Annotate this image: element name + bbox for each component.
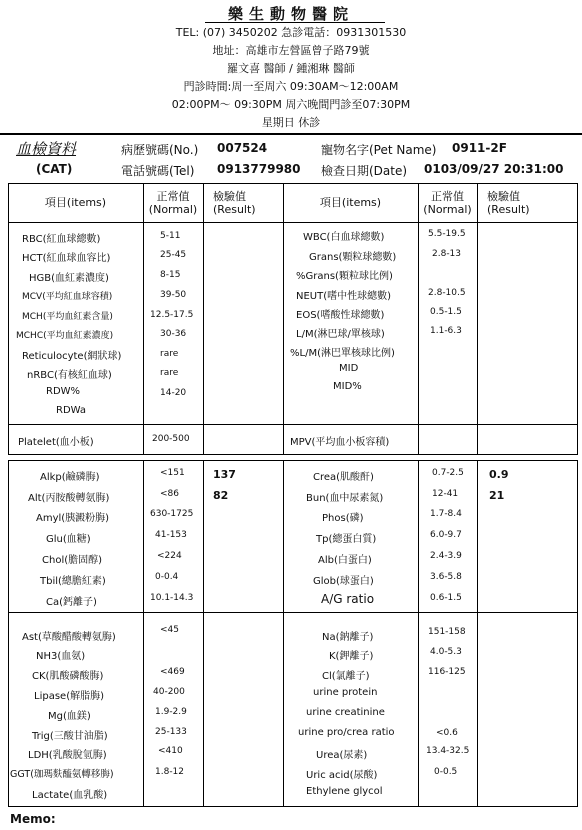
table-row-item: Glu(血糖) — [46, 534, 91, 545]
table-row-item: EOS(嗜酸性球總數) — [296, 310, 385, 321]
date: 0103/09/27 20:31:00 — [424, 162, 564, 176]
clinic-address: 地址：高雄市左營區曾子路79號 — [212, 44, 370, 57]
table-row-normal: <45 — [160, 625, 179, 635]
table-row-normal: 8-15 — [160, 270, 181, 280]
table-row-item: Lipase(解脂脢) — [34, 691, 104, 702]
table-row-item: urine creatinine — [306, 707, 385, 718]
table-row-normal: rare — [160, 349, 179, 359]
table-row-normal: 10.1-14.3 — [150, 593, 194, 603]
table-row-normal: 4.0-5.3 — [430, 647, 462, 657]
table-row-item: Ca(鈣離子) — [46, 597, 97, 608]
table-row-normal: 1.9-2.9 — [155, 707, 187, 717]
table-row-normal: 25-133 — [155, 727, 187, 737]
table-row-item: HGB(血紅素濃度) — [29, 273, 109, 284]
clinic-hours-2: 02:00PM～ 09:30PM 周六晚間門診至07:30PM — [171, 98, 411, 111]
platelet-item: Platelet(血小板) — [18, 437, 94, 448]
table-row-normal: <469 — [160, 667, 185, 677]
table-row-normal: 41-153 — [155, 530, 187, 540]
table-row-item: MCH(平均血紅素含量) — [22, 312, 113, 322]
table-row-result: 0.9 — [489, 468, 509, 481]
table-row-normal: 12.5-17.5 — [150, 310, 194, 320]
table-row-normal: 630-1725 — [150, 509, 194, 519]
table-row-normal: 39-50 — [160, 290, 187, 300]
table-row-item: NH3(血氨) — [36, 651, 86, 662]
table-row-item: MCHC(平均血紅素濃度) — [16, 331, 114, 341]
col-item-right: 項目(items) — [319, 196, 382, 209]
table-row-item: nRBC(有核紅血球) — [27, 370, 112, 381]
memo-label: Memo: — [10, 812, 56, 826]
section-title: 血檢資料 — [16, 140, 77, 158]
table-row-item: MID — [339, 363, 359, 374]
table-row-item: Lactate(血乳酸) — [32, 790, 108, 801]
table-row-item: MID% — [333, 381, 362, 392]
table-row-normal: <0.6 — [436, 728, 458, 738]
clinic-name: 樂生動物醫院 — [227, 5, 354, 23]
table-row-item: HCT(紅血球血容比) — [22, 253, 111, 264]
table-row-normal: <410 — [158, 746, 183, 756]
table-row-item: WBC(白血球總數) — [303, 232, 385, 243]
table-row-item: Mg(血鎂) — [48, 711, 91, 722]
table-row-item: MCV(平均紅血球容積) — [22, 292, 113, 302]
table-row-normal: 1.1-6.3 — [430, 326, 462, 336]
table-row-normal: <224 — [157, 551, 182, 561]
table-row-normal: 0.5-1.5 — [430, 307, 462, 317]
table-row-normal: 116-125 — [428, 667, 466, 677]
table-row-item: L/M(淋巴球/單核球) — [296, 329, 385, 340]
record-no: 007524 — [217, 141, 268, 155]
clinic-hours-1: 門診時間:周一至周六 09:30AM～12:00AM — [183, 80, 399, 93]
header-divider — [0, 133, 582, 135]
table-row-item: Bun(血中尿素氮) — [306, 493, 384, 504]
table-row-item: K(鉀離子) — [329, 651, 374, 662]
table-row-normal: 2.4-3.9 — [430, 551, 462, 561]
table-row-normal: 2.8-13 — [432, 249, 462, 259]
table-row-item: Grans(顆粒球總數) — [309, 252, 397, 263]
col-item-left: 項目(items) — [44, 196, 107, 209]
table-row-item: Alt(丙胺酸轉氨脢) — [28, 493, 110, 504]
mpv-item: MPV(平均血小板容積) — [290, 437, 390, 448]
table-row-normal: 40-200 — [153, 687, 185, 697]
col-normal-right-1: 正常值 — [431, 190, 464, 203]
table-row-item: Crea(肌酸酐) — [313, 472, 374, 483]
record-no-label: 病歷號碼(No.) — [121, 143, 199, 157]
table-row-item: Amyl(胰澱粉脢) — [36, 513, 110, 524]
table-row-normal: <86 — [160, 489, 179, 499]
table-row-result: 82 — [213, 489, 229, 502]
table-row-item: urine pro/crea ratio — [298, 727, 395, 738]
table-row-item: Ethylene glycol — [306, 786, 383, 797]
clinic-tel: TEL: (07) 3450202 急診電話：0931301530 — [175, 26, 407, 39]
col-result-left-2: (Result) — [213, 203, 256, 216]
table-row-item: RDW% — [46, 386, 81, 397]
table-row-normal: 3.6-5.8 — [430, 572, 462, 582]
platelet-normal: 200-500 — [152, 434, 190, 444]
table-row-result: 21 — [489, 489, 505, 502]
table-row-normal: 25-45 — [160, 250, 187, 260]
table-row-item: %L/M(淋巴單核球比例) — [290, 348, 395, 359]
table-row-normal: 5.5-19.5 — [428, 229, 466, 239]
table-row-normal: 151-158 — [428, 627, 466, 637]
table-row-item: Tp(總蛋白質) — [316, 534, 377, 545]
species: (CAT) — [36, 162, 73, 176]
clinic-doctors: 羅文喜 醫師 / 鍾湘琳 醫師 — [227, 62, 355, 75]
table-row-normal: rare — [160, 368, 179, 378]
table-row-normal: <151 — [160, 468, 185, 478]
table-row-item: Alb(白蛋白) — [318, 555, 372, 566]
table-row-normal: 1.7-8.4 — [430, 509, 462, 519]
table-row-item: RDWa — [56, 405, 87, 416]
table-row-item: A/G ratio — [321, 592, 375, 606]
col-normal-left-1: 正常值 — [156, 190, 190, 203]
title-underline — [205, 22, 385, 23]
clinic-hours-3: 星期日 休診 — [261, 116, 321, 129]
table-row-item: Alkp(鹼磷脢) — [40, 472, 100, 483]
table-row-item: %Grans(顆粒球比例) — [296, 271, 393, 282]
pet-name-label: 寵物名字(Pet Name) — [321, 143, 437, 157]
col-result-left-1: 檢驗值 — [213, 190, 246, 203]
table-row-normal: 0-0.4 — [155, 572, 179, 582]
table-row-item: Phos(磷) — [322, 513, 364, 524]
table-row-normal: 0.6-1.5 — [430, 593, 462, 603]
table-row-normal: 2.8-10.5 — [428, 288, 466, 298]
table-row-result: 137 — [213, 468, 236, 481]
table-row-normal: 13.4-32.5 — [426, 746, 470, 756]
table-row-item: Cl(氯離子) — [322, 671, 370, 682]
table-row-normal: 30-36 — [160, 329, 187, 339]
table-row-item: Na(鈉離子) — [322, 632, 374, 643]
table-row-item: urine protein — [313, 687, 378, 698]
table-row-normal: 6.0-9.7 — [430, 530, 462, 540]
table-row-item: NEUT(嗜中性球總數) — [296, 291, 392, 302]
table-row-item: CK(肌酸磷酸脢) — [32, 671, 104, 682]
phone-label: 電話號碼(Tel) — [121, 164, 195, 178]
table-row-item: Reticulocyte(網狀球) — [22, 351, 122, 362]
table-row-item: Chol(膽固醇) — [42, 555, 103, 566]
table-row-item: GGT(珈瑪麩醯氨轉移脢) — [10, 769, 114, 780]
table-row-item: Uric acid(尿酸) — [306, 770, 378, 781]
table-row-normal: 0-0.5 — [434, 767, 458, 777]
col-normal-left-2: (Normal) — [148, 203, 198, 216]
table-row-normal: 1.8-12 — [155, 767, 185, 777]
table-row-normal: 0.7-2.5 — [432, 468, 464, 478]
table-row-item: LDH(乳酸脫氫脢) — [28, 750, 107, 761]
table-row-item: Ast(草酸醋酸轉氨脢) — [22, 632, 116, 643]
table-row-normal: 14-20 — [160, 388, 187, 398]
table-row-item: Urea(尿素) — [316, 750, 368, 761]
col-result-right-2: (Result) — [487, 203, 530, 216]
col-result-right-1: 檢驗值 — [487, 190, 520, 203]
table-row-item: Glob(球蛋白) — [313, 576, 374, 587]
phone: 0913779980 — [217, 162, 301, 176]
col-normal-right-2: (Normal) — [423, 203, 472, 216]
table-row-normal: 12-41 — [432, 489, 459, 499]
table-row-item: Tbil(總膽紅素) — [40, 576, 106, 587]
pet-name: 0911-2F — [452, 141, 507, 155]
date-label: 檢查日期(Date) — [321, 164, 408, 178]
table-row-item: Trig(三酸甘油脂) — [32, 731, 108, 742]
table-row-item: RBC(紅血球總數) — [22, 234, 101, 245]
table-row-normal: 5-11 — [160, 231, 181, 241]
